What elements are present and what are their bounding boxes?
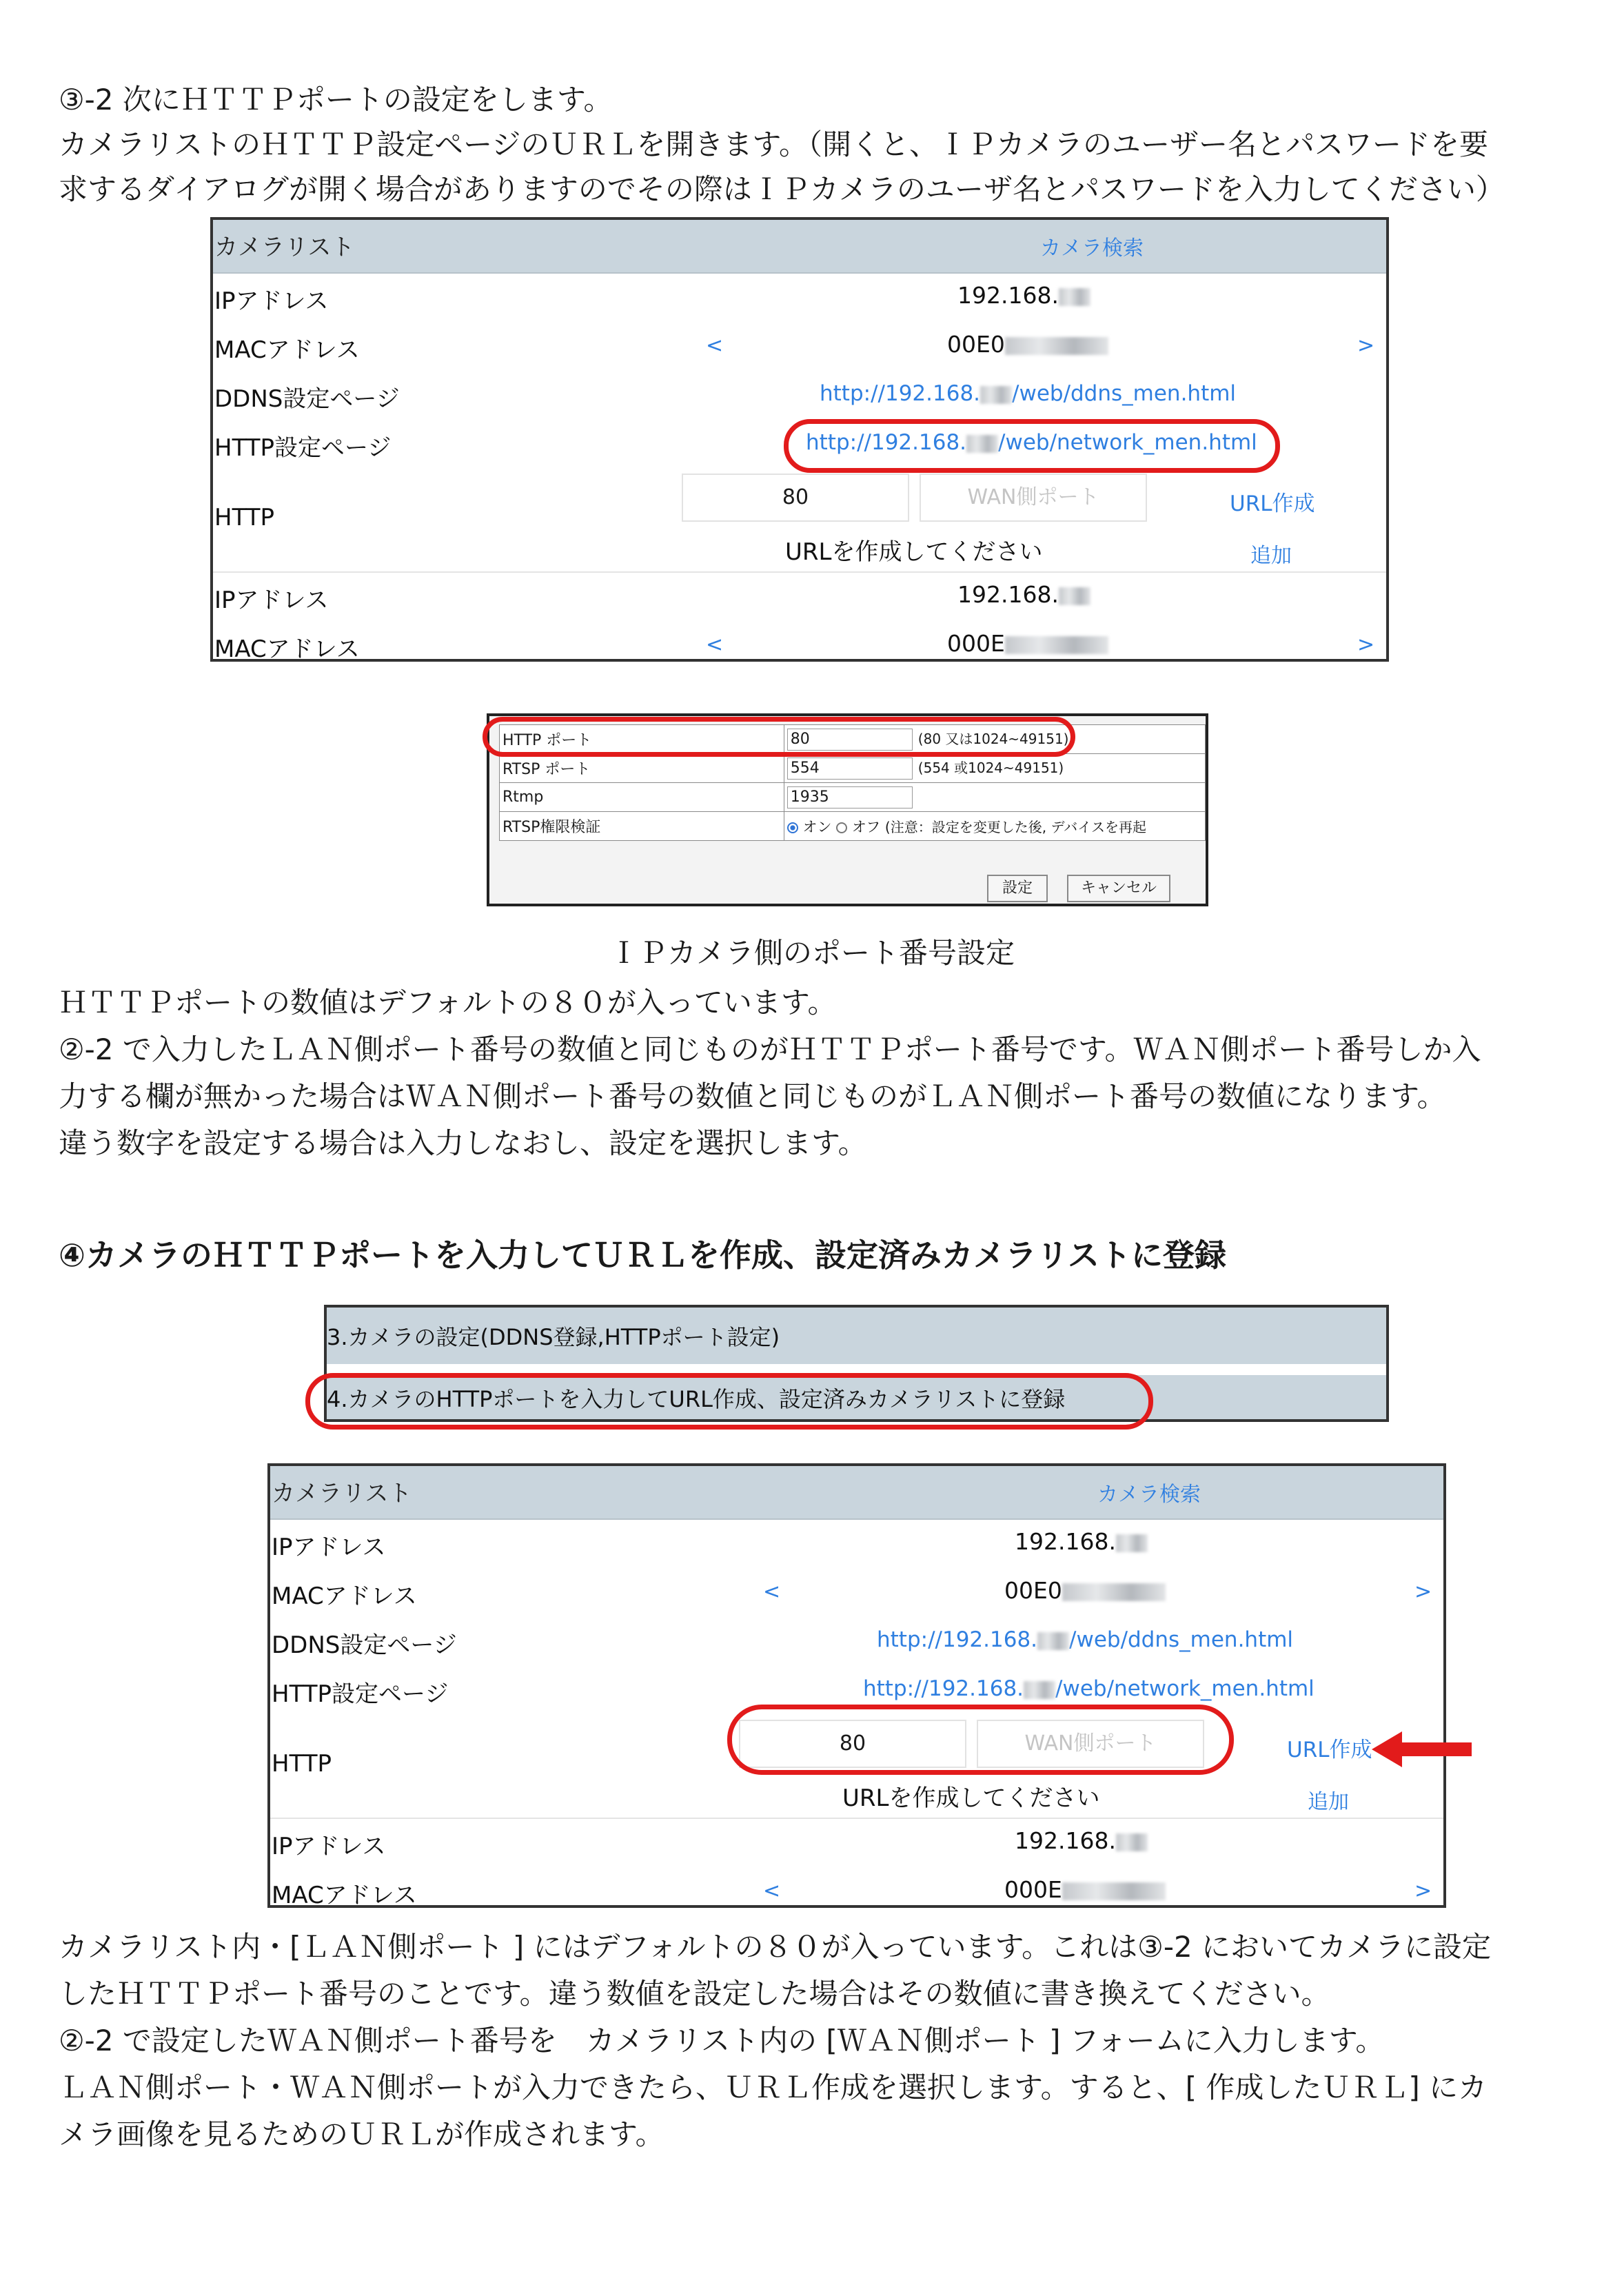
after-ports-line-2: ②-2 で入力したＬＡＮ側ポート番号の数値と同じものがＨＴＴＰポート番号です。ＷＡＮ側ポート番号しか入 — [59, 1033, 1481, 1066]
http-port-block — [213, 469, 1386, 573]
wan-port-input[interactable]: WAN側ポート — [920, 474, 1147, 522]
step-4-item[interactable]: 4.カメラのHTTPポートを入力してURL作成、設定済みカメラリストに登録 — [327, 1386, 1066, 1412]
ddns-row-b — [270, 1618, 1443, 1667]
ip-row — [213, 274, 1386, 323]
radio-on-icon[interactable] — [787, 822, 798, 833]
url-create-link-b[interactable]: URL作成 — [1287, 1738, 1372, 1762]
ip-label-b2: IPアドレス — [272, 1833, 386, 1860]
section3-line-3: 求するダイアログが開く場合がありますのでその際はＩＰカメラのユーザ名とパスワードを入力してください） — [59, 172, 1505, 206]
http-port-label: HTTP ポート — [500, 725, 784, 754]
lan-port-input[interactable]: 80 — [682, 474, 909, 522]
next-nav-b1[interactable]: > — [1414, 1580, 1432, 1604]
ip-value-2: 192.168. — [957, 581, 1090, 608]
rtsp-port-note: (554 或1024~49151) — [917, 760, 1064, 776]
rtmp-row — [500, 783, 1206, 812]
section4-heading: ④カメラのＨＴＴＰポートを入力してＵＲＬを作成、設定済みカメラリストに登録 — [59, 1237, 1227, 1274]
radio-off-icon[interactable] — [836, 822, 847, 833]
ip-row-2 — [213, 573, 1386, 622]
http-label-b: HTTP — [272, 1750, 332, 1778]
http-port-input[interactable]: 80 — [787, 729, 913, 751]
closing-line-1: カメラリスト内・[ＬＡＮ側ポート ] にはデフォルトの８０が入っています。これは③-2 においてカメラに設定 — [59, 1930, 1492, 1964]
add-link[interactable]: 追加 — [1250, 544, 1292, 568]
closing-line-5: メラ画像を見るためのＵＲＬが作成されます。 — [59, 2117, 664, 2151]
mac-row-2 — [213, 622, 1386, 662]
set-button[interactable]: 設定 — [987, 875, 1048, 902]
after-ports-line-4: 違う数字を設定する場合は入力しなおし、設定を選択します。 — [59, 1126, 867, 1160]
camera-search-link-2[interactable]: カメラ検索 — [1097, 1483, 1201, 1507]
rtsp-auth-label: RTSP権限検証 — [500, 812, 784, 841]
radio-on-label: オン — [802, 818, 832, 835]
mac-value-b2: 000E — [1004, 1876, 1166, 1903]
mac-label-2: MACアドレス — [214, 635, 360, 662]
mac-value: 00E0 — [947, 331, 1108, 358]
camera-list-title-2: カメラリスト — [272, 1480, 412, 1507]
prev-nav-b1[interactable]: < — [763, 1580, 781, 1604]
radio-off-label: オフ — [851, 818, 881, 835]
red-left-arrow-icon — [1372, 1729, 1472, 1770]
ip-label: IPアドレス — [214, 287, 329, 315]
ip-value-b1: 192.168. — [1015, 1528, 1148, 1555]
http-port-note: (80 又は1024~49151) — [917, 731, 1069, 747]
rtmp-input[interactable]: 1935 — [787, 786, 913, 809]
prev-nav-b2[interactable]: < — [763, 1879, 781, 1903]
ddns-row — [213, 372, 1386, 420]
after-ports-line-3: 力する欄が無かった場合はＷＡＮ側ポート番号の数値と同じものがＬＡＮ側ポート番号の数値になります。 — [59, 1079, 1446, 1113]
mac-label-b2: MACアドレス — [272, 1882, 417, 1908]
mac-label-b1: MACアドレス — [272, 1583, 417, 1610]
mac-label: MACアドレス — [214, 336, 360, 364]
port-settings-caption: ＩＰカメラ側のポート番号設定 — [609, 936, 1015, 970]
next-nav[interactable]: > — [1357, 334, 1375, 358]
highlight-port-inputs — [727, 1705, 1234, 1775]
step-3-item[interactable]: 3.カメラの設定(DDNS登録,HTTPポート設定) — [327, 1324, 780, 1350]
ip-row-b2 — [270, 1819, 1443, 1868]
url-create-link[interactable]: URL作成 — [1230, 491, 1315, 516]
rtsp-auth-note: (注意：設定を変更した後, デバイスを再起 — [884, 818, 1147, 835]
after-ports-line-1: ＨＴＴＰポートの数値はデフォルトの８０が入っています。 — [59, 986, 837, 1019]
lan-port-input-b[interactable]: 80 — [739, 1720, 966, 1768]
camera-list-header — [213, 220, 1386, 274]
http-label: HTTP — [214, 504, 275, 531]
mac-row-b1 — [270, 1569, 1443, 1618]
cancel-button[interactable]: キャンセル — [1067, 875, 1170, 902]
http-settings-link[interactable]: http://192.168. /web/network_men.html — [806, 430, 1257, 455]
highlight-http-settings-link — [784, 419, 1280, 473]
camera-list-header-2 — [270, 1466, 1443, 1520]
url-hint-b: URLを作成してください — [842, 1784, 1100, 1812]
mac-row — [213, 323, 1386, 372]
next-nav-2[interactable]: > — [1357, 633, 1375, 657]
camera-search-link[interactable]: カメラ検索 — [1040, 236, 1144, 261]
closing-line-4: ＬＡＮ側ポート・ＷＡＮ側ポートが入力できたら、ＵＲＬ作成を選択します。すると、[ 作成したＵＲＬ] にカ — [59, 2071, 1488, 2104]
rtsp-port-label: RTSP ポート — [500, 754, 784, 783]
closing-line-2: したＨＴＴＰポート番号のことです。違う数値を設定した場合はその数値に書き換えてください。 — [59, 1977, 1330, 2011]
section3-line-2: カメラリストのＨＴＴＰ設定ページのＵＲＬを開きます。（開くと、ＩＰカメラのユーザー名とパスワードを要 — [59, 128, 1488, 161]
mac-value-b1: 00E0 — [1004, 1577, 1166, 1604]
wan-port-input-b[interactable]: WAN側ポート — [977, 1720, 1204, 1768]
http-page-label: HTTP設定ページ — [214, 434, 392, 462]
prev-nav[interactable]: < — [706, 334, 724, 358]
ip-row-b1 — [270, 1520, 1443, 1569]
rtsp-port-input[interactable]: 554 — [787, 757, 913, 780]
ip-label-2: IPアドレス — [214, 587, 329, 614]
highlight-step-4 — [305, 1373, 1153, 1430]
mac-value-2: 000E — [947, 630, 1108, 657]
section3-line-1: ③-2 次にＨＴＴＰポートの設定をします。 — [59, 83, 613, 116]
prev-nav-2[interactable]: < — [706, 633, 724, 657]
closing-line-3: ②-2 で設定したＷＡＮ側ポート番号を カメラリスト内の [ＷＡＮ側ポート ] フォームに入力します。 — [59, 2024, 1385, 2057]
camera-list-title: カメラリスト — [214, 234, 355, 261]
rtsp-port-row — [500, 754, 1206, 783]
ddns-label: DDNS設定ページ — [214, 385, 400, 413]
mac-row-b2 — [270, 1868, 1443, 1908]
ddns-label-b: DDNS設定ページ — [272, 1631, 457, 1659]
ip-value: 192.168. — [957, 282, 1090, 309]
ip-value-b2: 192.168. — [1015, 1827, 1148, 1854]
ip-label-b1: IPアドレス — [272, 1534, 386, 1561]
url-hint: URLを作成してください — [785, 538, 1043, 566]
ddns-link-b[interactable]: http://192.168. /web/ddns_men.html — [877, 1627, 1294, 1652]
next-nav-b2[interactable]: > — [1414, 1879, 1432, 1903]
http-settings-link-b[interactable]: http://192.168. /web/network_men.html — [863, 1676, 1315, 1701]
ddns-link[interactable]: http://192.168. /web/ddns_men.html — [820, 381, 1237, 406]
add-link-b[interactable]: 追加 — [1308, 1790, 1349, 1814]
http-page-label-b: HTTP設定ページ — [272, 1680, 449, 1708]
rtmp-label: Rtmp — [500, 783, 784, 812]
rtsp-auth-row — [500, 812, 1206, 841]
highlight-http-port-row — [483, 717, 1075, 757]
camera-list-panel-2 — [267, 1463, 1446, 1908]
